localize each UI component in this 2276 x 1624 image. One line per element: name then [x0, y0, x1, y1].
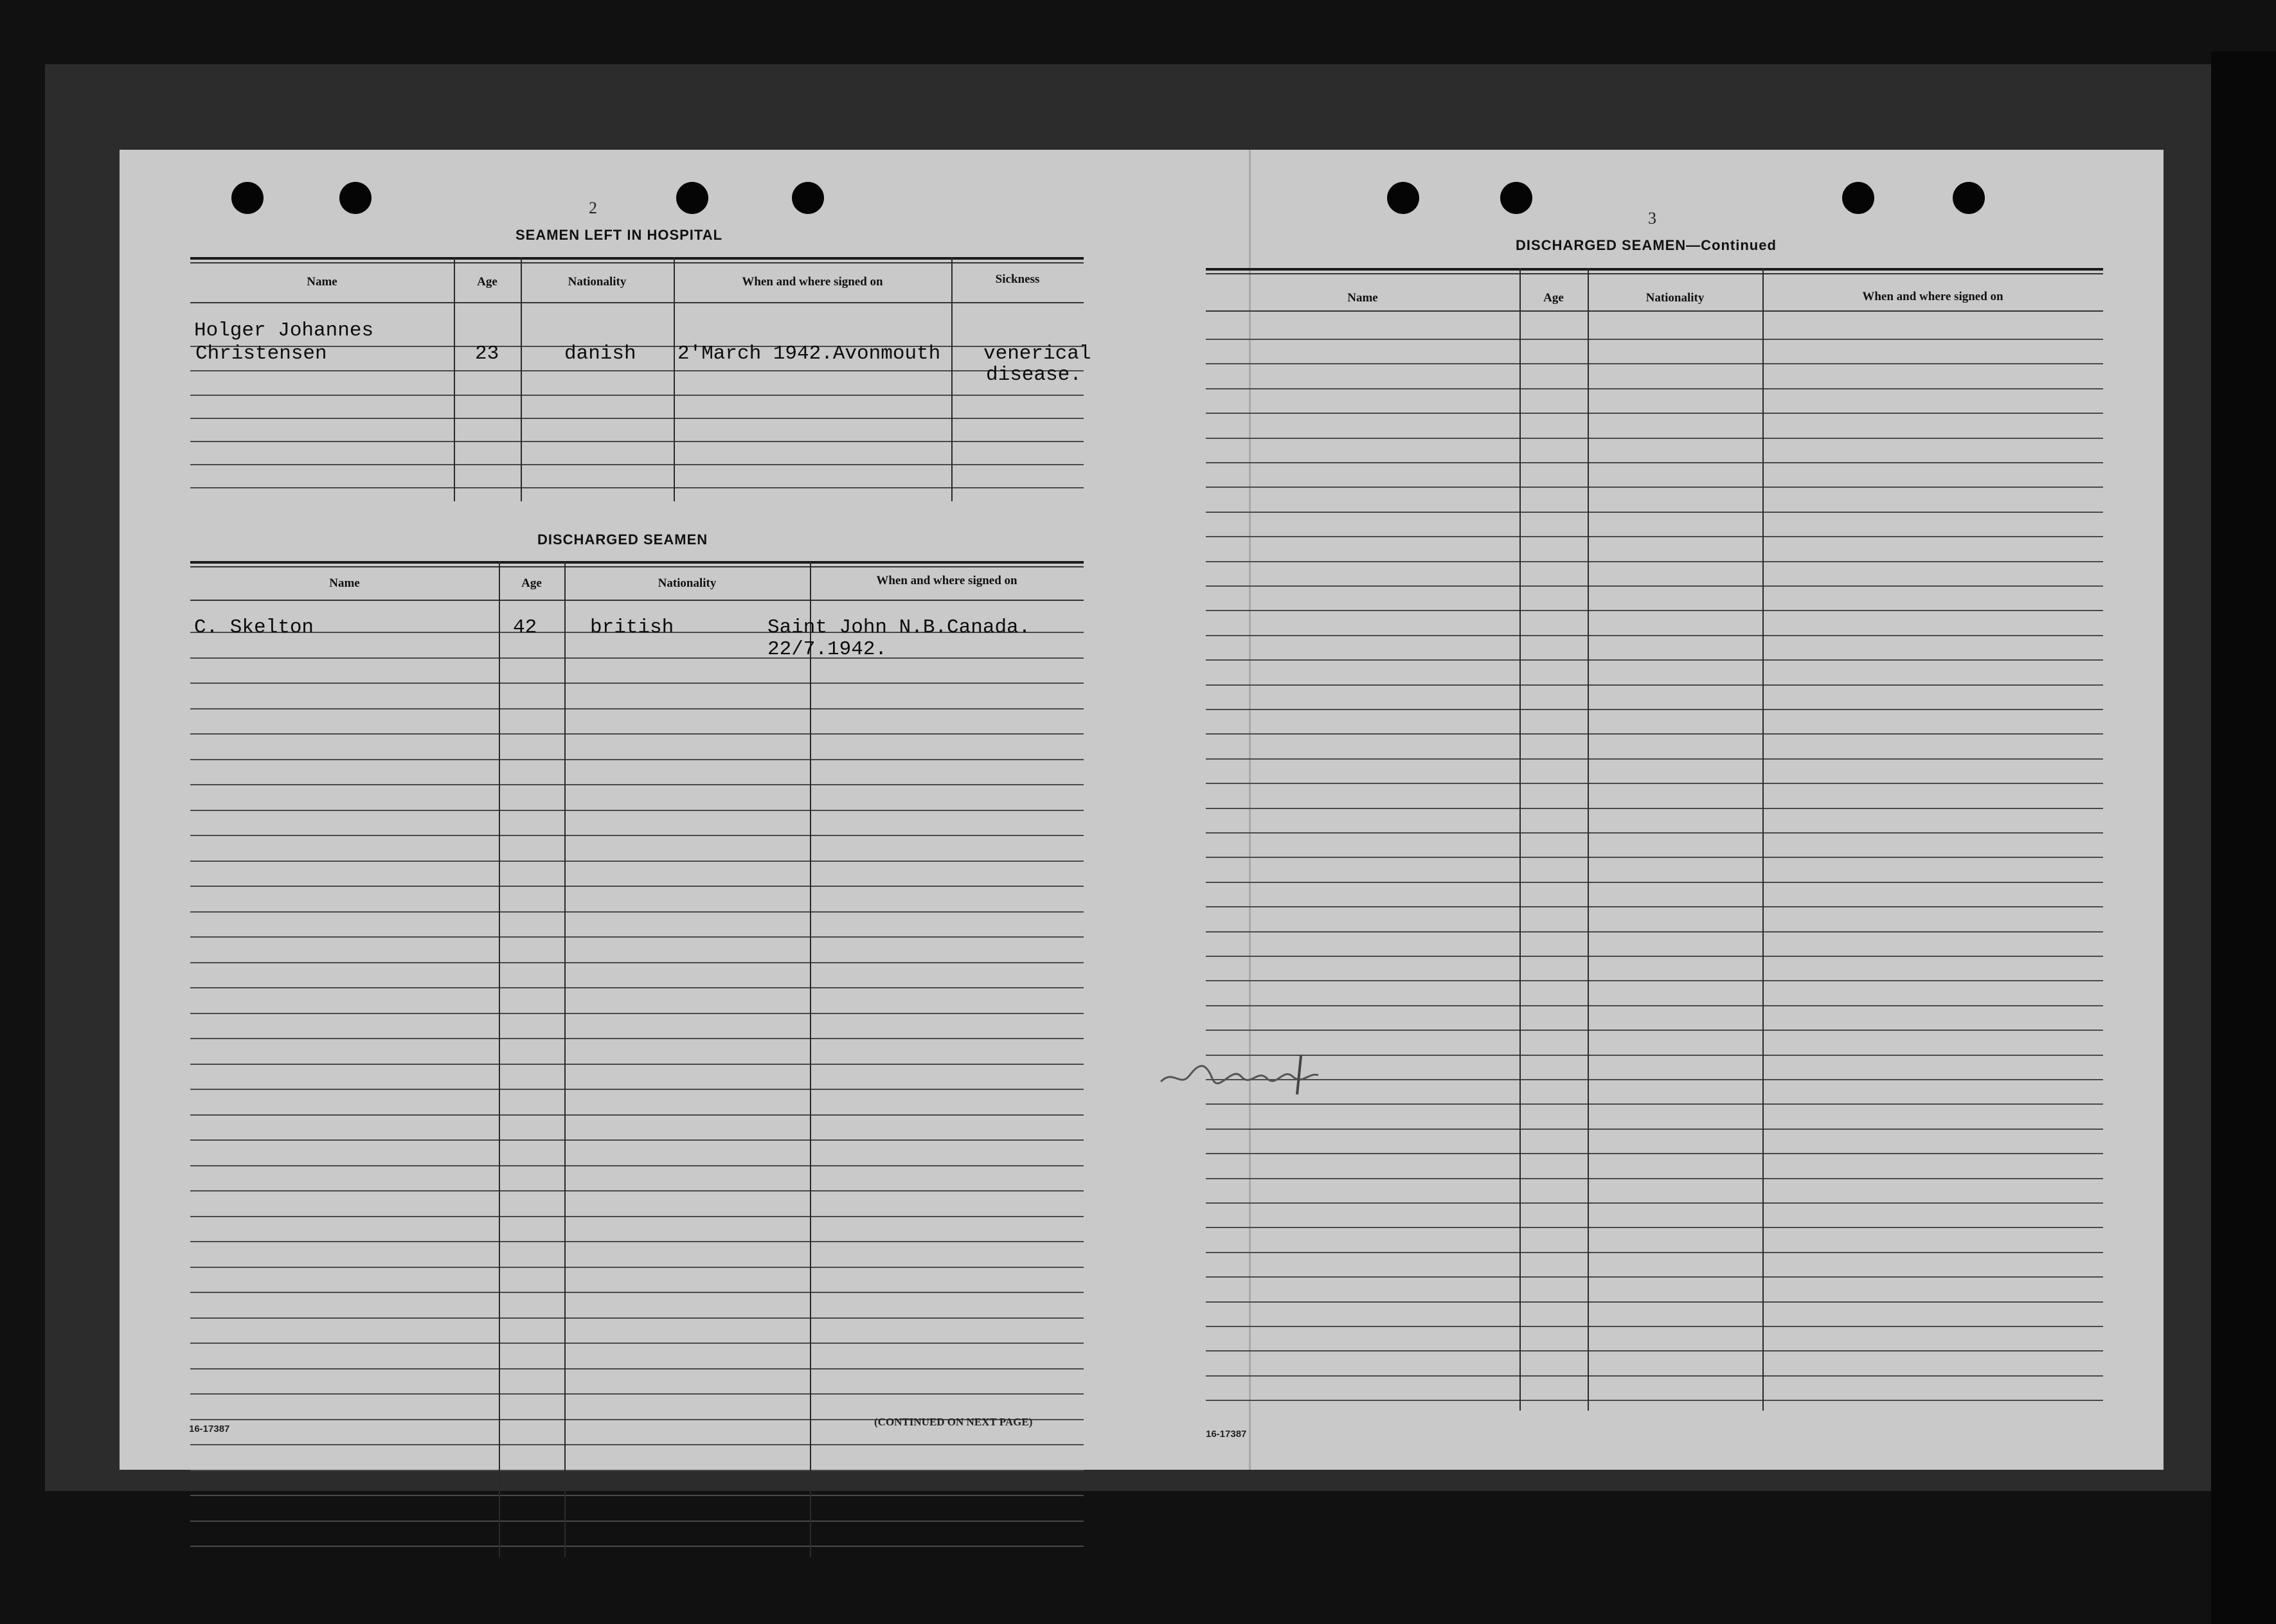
table-row [1206, 462, 2103, 463]
table-row [190, 886, 1084, 887]
table-row [190, 911, 1084, 913]
table-row [190, 1013, 1084, 1014]
table-row [1206, 1202, 2103, 1204]
punch-hole-icon [676, 182, 708, 214]
hospital-title: SEAMEN LEFT IN HOSPITAL [515, 227, 723, 243]
discharged-age: 42 [513, 616, 537, 639]
table-row [1206, 758, 2103, 760]
col-signed-on: When and where signed on [742, 275, 883, 289]
table-row [1206, 931, 2103, 932]
form-code-left: 16-17387 [189, 1423, 230, 1434]
table-row [1206, 339, 2103, 340]
table-row [1206, 1400, 2103, 1401]
table-row [190, 1444, 1084, 1445]
page-number-left: 2 [589, 199, 597, 217]
hospital-sickness-line2: disease. [986, 364, 1082, 386]
table-row [190, 1267, 1084, 1268]
table-row [190, 1343, 1084, 1344]
table-row [1206, 1178, 2103, 1179]
hospital-name-line1: Holger Johannes [194, 319, 374, 342]
table-row [190, 1470, 1084, 1471]
continued-note: (CONTINUED ON NEXT PAGE) [874, 1416, 1033, 1428]
table-row [1206, 1005, 2103, 1006]
table-row [1206, 1153, 2103, 1154]
table-row [1206, 1375, 2103, 1377]
table-row [1206, 980, 2103, 981]
col-age: Age [521, 576, 542, 590]
form-code-right: 16-17387 [1206, 1429, 1247, 1440]
table-row [1206, 388, 2103, 389]
table-row [190, 1064, 1084, 1065]
discharged-signed-on-line1: Saint John N.B.Canada. [767, 616, 1031, 639]
col-sickness: Sickness [995, 272, 1040, 286]
hospital-table [190, 257, 1084, 501]
discharged-nationality: british [590, 616, 674, 639]
discharged-title: DISCHARGED SEAMEN [537, 531, 708, 548]
table-row [190, 1368, 1084, 1370]
punch-hole-icon [1387, 182, 1419, 214]
punch-hole-icon [1842, 182, 1874, 214]
table-row [190, 1089, 1084, 1090]
table-row [190, 683, 1084, 684]
table-row [190, 1495, 1084, 1496]
table-row [1206, 956, 2103, 957]
col-nationality: Nationality [658, 576, 717, 590]
table-row [1206, 512, 2103, 513]
table-row [190, 657, 1084, 659]
col-nationality: Nationality [568, 275, 627, 289]
table-row [190, 1190, 1084, 1191]
table-row [1206, 1227, 2103, 1228]
col-age: Age [1543, 291, 1564, 305]
col-signed-on: When and where signed on [876, 574, 1017, 587]
table-row [190, 1114, 1084, 1116]
table-row [1206, 585, 2103, 587]
table-row [1206, 1301, 2103, 1303]
table-row [190, 1216, 1084, 1217]
discharged-continued-table [1206, 268, 2103, 1411]
discharged-signed-on-line2: 22/7.1942. [767, 638, 888, 661]
table-row [190, 861, 1084, 862]
table-row [190, 1393, 1084, 1395]
col-nationality: Nationality [1645, 291, 1705, 305]
table-row [190, 1139, 1084, 1141]
table-row [190, 784, 1084, 785]
table-row [1206, 857, 2103, 858]
hospital-nationality: danish [564, 343, 636, 365]
punch-hole-icon [1953, 182, 1985, 214]
table-row [1206, 832, 2103, 834]
table-row [1206, 561, 2103, 562]
table-row [190, 835, 1084, 836]
table-row [1206, 1326, 2103, 1327]
discharged-name: C. Skelton [194, 616, 314, 639]
table-row [190, 1292, 1084, 1293]
punch-hole-icon [339, 182, 372, 214]
table-row [1206, 536, 2103, 537]
punch-hole-icon [1500, 182, 1532, 214]
table-row [1206, 1129, 2103, 1130]
col-signed-on: When and where signed on [1862, 290, 2003, 303]
table-row [1206, 808, 2103, 809]
table-row [1206, 438, 2103, 439]
punch-hole-icon [231, 182, 264, 214]
col-name: Name [329, 576, 360, 590]
table-row [1206, 1252, 2103, 1253]
table-row [190, 987, 1084, 988]
signature-mark [1154, 1043, 1360, 1101]
hospital-age: 23 [475, 343, 499, 365]
table-row [1206, 413, 2103, 414]
table-row [1206, 1030, 2103, 1031]
table-row [190, 1241, 1084, 1242]
table-row [190, 1317, 1084, 1319]
table-row [1206, 709, 2103, 710]
table-row [190, 1521, 1084, 1522]
document-sheet [120, 150, 2164, 1470]
table-row [190, 936, 1084, 938]
discharged-continued-title: DISCHARGED SEAMEN—Continued [1516, 237, 1777, 253]
table-row [190, 962, 1084, 963]
table-row [190, 759, 1084, 760]
table-row [1206, 659, 2103, 661]
table-row [1206, 733, 2103, 735]
table-row [1206, 684, 2103, 686]
col-name: Name [307, 275, 337, 289]
hospital-signed-on: 2'March 1942.Avonmouth [677, 343, 941, 365]
table-row [1206, 783, 2103, 784]
table-row [190, 1546, 1084, 1547]
col-name: Name [1347, 291, 1378, 305]
table-row [1206, 610, 2103, 611]
page-number-right: 3 [1648, 209, 1656, 228]
table-row [190, 733, 1084, 735]
table-row [190, 1038, 1084, 1039]
table-row [190, 1165, 1084, 1166]
table-row [1206, 882, 2103, 883]
table-row [1206, 1276, 2103, 1278]
table-row [1206, 486, 2103, 488]
table-row [190, 810, 1084, 811]
table-row [1206, 635, 2103, 636]
hospital-name-line2: Christensen [195, 343, 327, 365]
table-row [1206, 906, 2103, 907]
table-row [190, 708, 1084, 709]
table-row [1206, 363, 2103, 364]
table-row [1206, 1350, 2103, 1352]
discharged-table [190, 561, 1084, 1557]
hospital-sickness-line1: venerical [983, 343, 1091, 365]
scan-edge [2211, 51, 2276, 1624]
punch-hole-icon [792, 182, 824, 214]
col-age: Age [477, 275, 497, 289]
table-row [1206, 1103, 2103, 1105]
